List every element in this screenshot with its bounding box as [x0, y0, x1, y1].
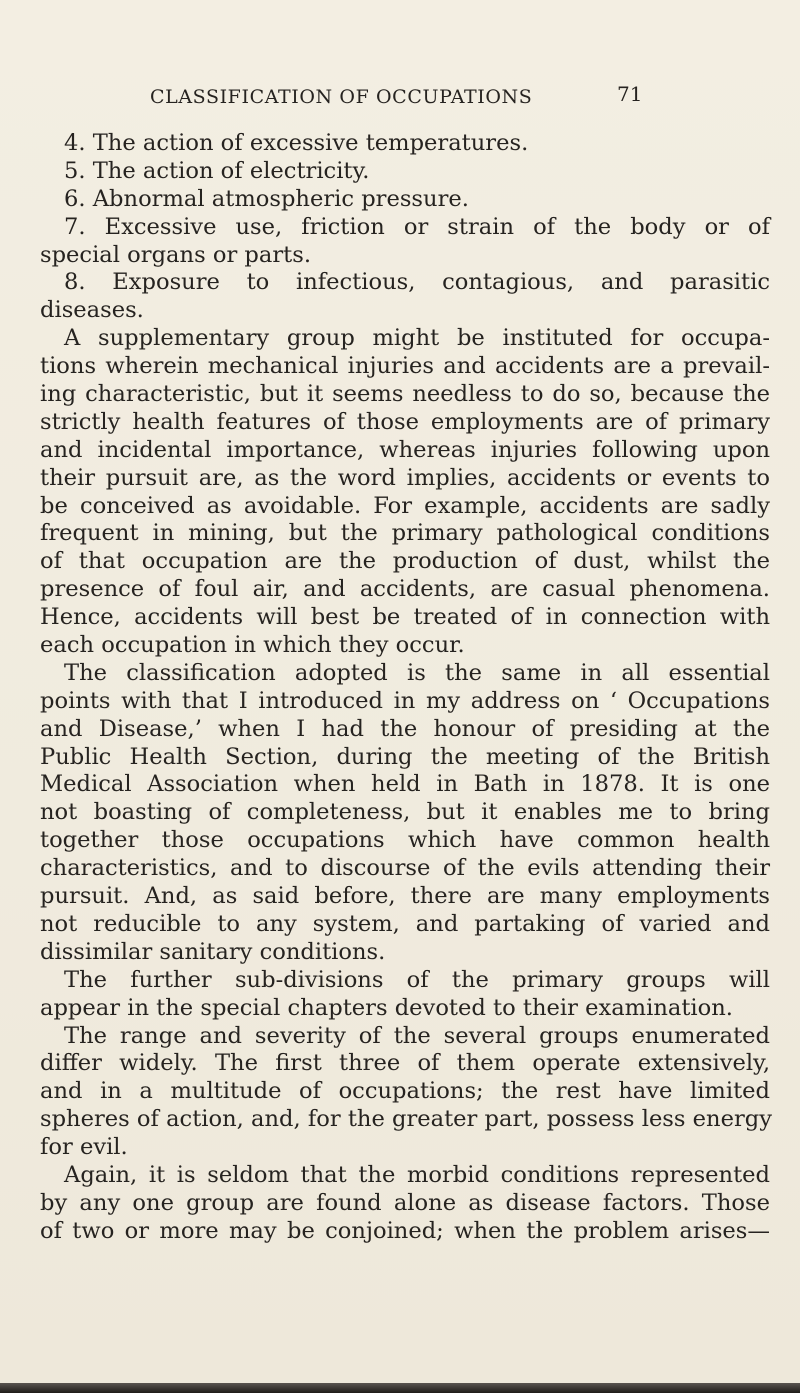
- text-line: pursuit. And, as said before, there are many employments: [40, 883, 770, 910]
- page-number: 71: [617, 82, 643, 106]
- text-line: 4. The action of excessive temperatures.: [64, 130, 529, 156]
- text-line: tions wherein mechanical injuries and accidents are a prevail-: [40, 353, 770, 380]
- text-line: spheres of action, and, for the greater part, possess less energy: [40, 1106, 773, 1133]
- text-line: 5. The action of electricity.: [64, 157, 370, 184]
- text-line: be conceived as avoidable. For example, accidents are sadly: [40, 492, 770, 519]
- text-line: points with that I introduced in my address on ‘ Occupations: [40, 687, 770, 714]
- text-line: together those occupations which have common health: [40, 827, 770, 854]
- text-line: Again, it is seldom that the morbid conditions represented: [64, 1161, 770, 1188]
- page-edge-shadow: [0, 1383, 800, 1393]
- text-line: The further sub-divisions of the primary groups will: [64, 966, 770, 993]
- text-line: their pursuit are, as the word implies, accidents or events to: [40, 464, 770, 491]
- text-line: not boasting of completeness, but it enables me to bring: [40, 799, 770, 826]
- text-line: diseases.: [40, 297, 144, 324]
- text-line: special organs or parts.: [40, 241, 312, 268]
- text-line: Public Health Section, during the meeting of the British: [40, 743, 770, 770]
- text-line: by any one group are found alone as disease factors. Those: [40, 1189, 770, 1216]
- text-line: A supplementary group might be instituted for occupa-: [64, 325, 770, 352]
- text-line: The range and severity of the several groups enumerated: [64, 1022, 770, 1049]
- text-line: strictly health features of those employments are of primary: [40, 408, 770, 435]
- text-line: for evil.: [40, 1134, 128, 1161]
- text-line: of that occupation are the production of dust, whilst the: [40, 548, 770, 575]
- text-line: Hence, accidents will best be treated of in connection with: [40, 604, 770, 631]
- text-line: each occupation in which they occur.: [40, 632, 465, 659]
- text-line: and Disease,’ when I had the honour of presiding at the: [40, 715, 770, 742]
- text-line: ing characteristic, but it seems needless to do so, because the: [40, 381, 770, 408]
- body-text: [40, 130, 773, 1246]
- text-line: 8. Exposure to infectious, contagious, and parasitic: [64, 269, 770, 296]
- text-line: differ widely. The first three of them operate extensively,: [40, 1050, 770, 1077]
- text-line: 6. Abnormal atmospheric pressure.: [64, 185, 469, 212]
- text-line: and incidental importance, whereas injuries following upon: [40, 436, 770, 463]
- running-head: CLASSIFICATION OF OCCUPATIONS: [150, 86, 533, 108]
- text-line: of two or more may be conjoined; when the problem arises—: [40, 1217, 770, 1244]
- text-line: appear in the special chapters devoted to their examination.: [40, 994, 733, 1021]
- text-line: presence of foul air, and accidents, are casual phenomena.: [40, 576, 770, 603]
- text-line: frequent in mining, but the primary pathological conditions: [40, 520, 770, 547]
- text-line: not reducible to any system, and partaking of varied and: [40, 910, 770, 937]
- text-line: and in a multitude of occupations; the rest have limited: [40, 1078, 770, 1105]
- text-line: 7. Excessive use, friction or strain of the body or of: [64, 213, 770, 240]
- text-line: dissimilar sanitary conditions.: [40, 938, 386, 965]
- text-line: characteristics, and to discourse of the evils attending their: [40, 855, 770, 882]
- text-line: The classification adopted is the same in all essential: [64, 659, 770, 686]
- text-line: Medical Association when held in Bath in 1878. It is one: [40, 771, 770, 798]
